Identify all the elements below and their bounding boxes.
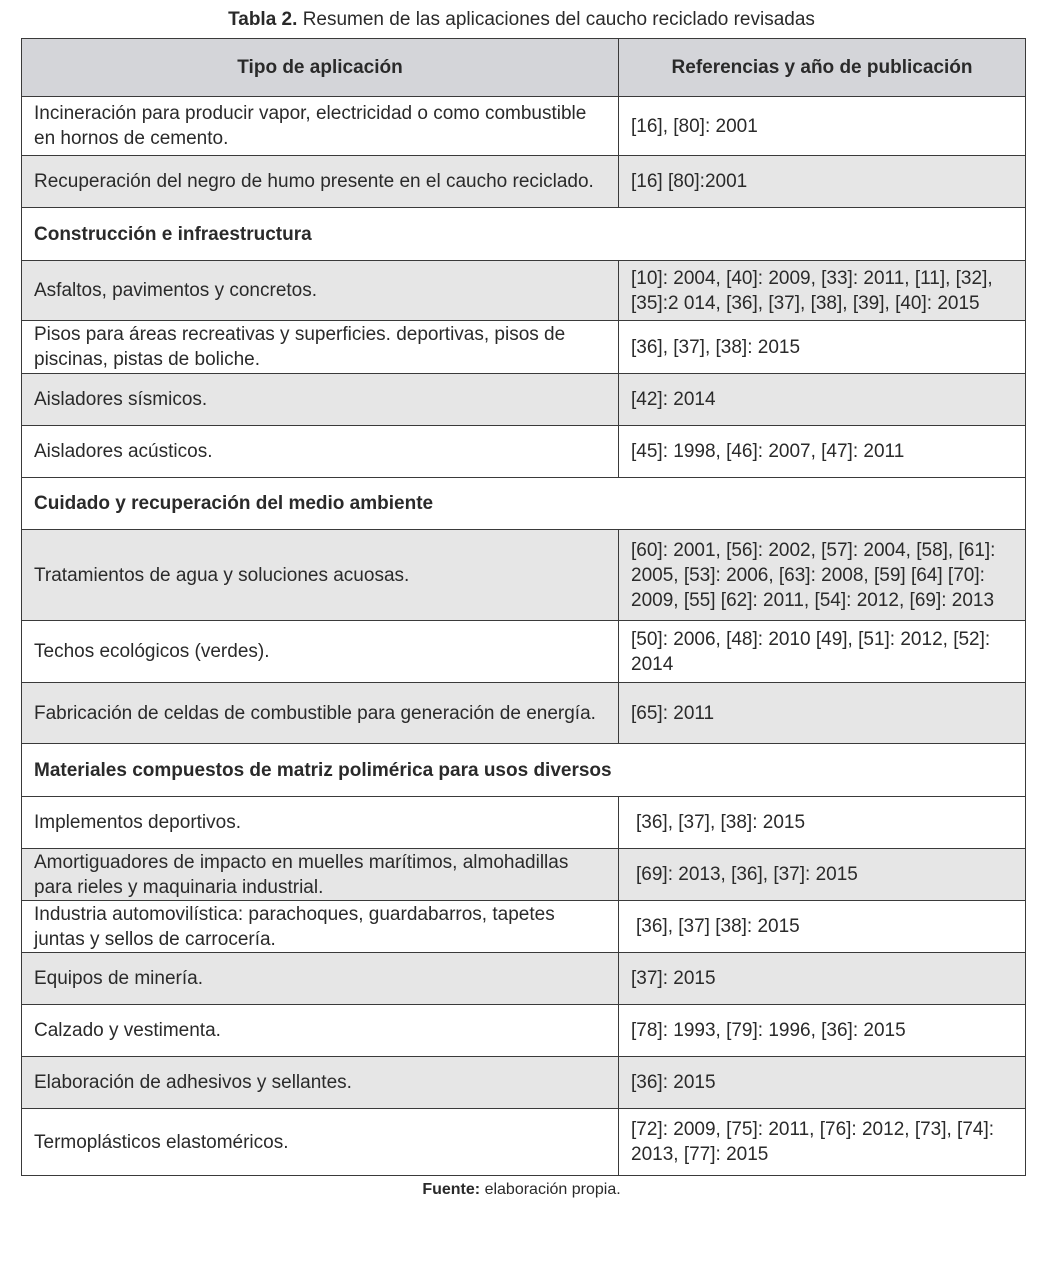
table-row bbox=[22, 797, 1026, 849]
header-row bbox=[22, 39, 1026, 97]
cell-type: Implementos deportivos. bbox=[22, 797, 619, 849]
cell-type: Fabricación de celdas de combustible para generación de energía. bbox=[22, 683, 619, 744]
section-row bbox=[22, 208, 1026, 261]
table-row bbox=[22, 1109, 1026, 1176]
table-row bbox=[22, 156, 1026, 208]
cell-ref: [45]: 1998, [46]: 2007, [47]: 2011 bbox=[619, 426, 1026, 478]
cell-ref: [69]: 2013, [36], [37]: 2015 bbox=[619, 849, 1026, 901]
cell-type: Recuperación del negro de humo presente en el caucho reciclado. bbox=[22, 156, 619, 208]
cell-ref: [50]: 2006, [48]: 2010 [49], [51]: 2012, [52]: 2014 bbox=[619, 621, 1026, 683]
cell-type: Asfaltos, pavimentos y concretos. bbox=[22, 261, 619, 321]
cell-ref: [72]: 2009, [75]: 2011, [76]: 2012, [73], [74]: 2013, [77]: 2015 bbox=[619, 1109, 1026, 1176]
table-row bbox=[22, 261, 1026, 321]
table-row bbox=[22, 97, 1026, 156]
table-row bbox=[22, 530, 1026, 621]
table-caption bbox=[0, 9, 1043, 31]
table-row bbox=[22, 621, 1026, 683]
table-row bbox=[22, 901, 1026, 953]
cell-type: Termoplásticos elastoméricos. bbox=[22, 1109, 619, 1176]
header-application-type: Tipo de aplicación bbox=[22, 39, 619, 97]
cell-ref: [37]: 2015 bbox=[619, 953, 1026, 1005]
caption-text: Resumen de las aplicaciones del caucho reciclado revisadas bbox=[302, 9, 815, 30]
cell-ref: [16] [80]:2001 bbox=[619, 156, 1026, 208]
table-row bbox=[22, 321, 1026, 374]
cell-type: Tratamientos de agua y soluciones acuosas. bbox=[22, 530, 619, 621]
cell-ref: [36], [37], [38]: 2015 bbox=[619, 797, 1026, 849]
cell-type: Calzado y vestimenta. bbox=[22, 1005, 619, 1057]
cell-type: Pisos para áreas recreativas y superficies. deportivas, pisos de piscinas, pistas de boliche. bbox=[22, 321, 619, 374]
table-row bbox=[22, 426, 1026, 478]
table-row bbox=[22, 1005, 1026, 1057]
table-row bbox=[22, 683, 1026, 744]
cell-type: Incineración para producir vapor, electricidad o como combustible en hornos de cemento. bbox=[22, 97, 619, 156]
section-heading: Cuidado y recuperación del medio ambiente bbox=[22, 478, 1026, 530]
section-heading: Construcción e infraestructura bbox=[22, 208, 1026, 261]
cell-ref: [42]: 2014 bbox=[619, 374, 1026, 426]
source-text: elaboración propia. bbox=[484, 1181, 621, 1198]
table-row bbox=[22, 374, 1026, 426]
cell-type: Equipos de minería. bbox=[22, 953, 619, 1005]
caption-label: Tabla 2. bbox=[228, 9, 298, 30]
cell-ref: [78]: 1993, [79]: 1996, [36]: 2015 bbox=[619, 1005, 1026, 1057]
cell-ref: [36], [37], [38]: 2015 bbox=[619, 321, 1026, 374]
source-label: Fuente: bbox=[422, 1181, 481, 1198]
cell-ref: [16], [80]: 2001 bbox=[619, 97, 1026, 156]
cell-ref: [36]: 2015 bbox=[619, 1057, 1026, 1109]
cell-type: Aisladores sísmicos. bbox=[22, 374, 619, 426]
cell-ref: [65]: 2011 bbox=[619, 683, 1026, 744]
table-row bbox=[22, 1057, 1026, 1109]
section-row bbox=[22, 478, 1026, 530]
cell-ref: [60]: 2001, [56]: 2002, [57]: 2004, [58], [61]: 2005, [53]: 2006, [63]: 2008, [59] [64] [70]: 2009, [55] [62]: 2011, [54]: 2012, [69]: 2013 bbox=[619, 530, 1026, 621]
table-source-note bbox=[0, 1181, 1043, 1199]
cell-ref: [36], [37] [38]: 2015 bbox=[619, 901, 1026, 953]
applications-table bbox=[21, 38, 1026, 1176]
section-row bbox=[22, 744, 1026, 797]
table-row bbox=[22, 849, 1026, 901]
cell-type: Amortiguadores de impacto en muelles marítimos, almohadillas para rieles y maquinaria industrial. bbox=[22, 849, 619, 901]
cell-type: Techos ecológicos (verdes). bbox=[22, 621, 619, 683]
header-references: Referencias y año de publicación bbox=[619, 39, 1026, 97]
cell-type: Aisladores acústicos. bbox=[22, 426, 619, 478]
cell-type: Elaboración de adhesivos y sellantes. bbox=[22, 1057, 619, 1109]
table-row bbox=[22, 953, 1026, 1005]
cell-ref: [10]: 2004, [40]: 2009, [33]: 2011, [11], [32], [35]:2 014, [36], [37], [38], [39], [40]: 2015 bbox=[619, 261, 1026, 321]
section-heading: Materiales compuestos de matriz polimérica para usos diversos bbox=[22, 744, 1026, 797]
cell-type: Industria automovilística: parachoques, guardabarros, tapetes juntas y sellos de carrocería. bbox=[22, 901, 619, 953]
